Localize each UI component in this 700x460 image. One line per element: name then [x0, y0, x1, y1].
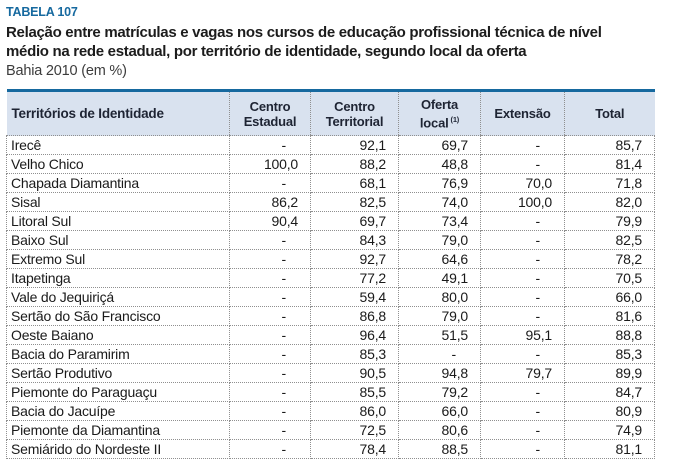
- value-cell: 51,5: [399, 326, 481, 345]
- territory-cell: Chapada Diamantina: [7, 174, 230, 193]
- col-header-total: Total: [565, 91, 655, 136]
- data-table: [6, 89, 655, 459]
- value-cell: 80,9: [565, 402, 655, 421]
- value-cell: 96,4: [311, 326, 399, 345]
- table-row: [7, 136, 655, 155]
- territory-cell: Oeste Baiano: [7, 326, 230, 345]
- value-cell: 86,0: [311, 402, 399, 421]
- value-cell: 82,5: [311, 193, 399, 212]
- value-cell: -: [481, 250, 565, 269]
- value-cell: -: [230, 288, 311, 307]
- value-cell: 80,6: [399, 421, 481, 440]
- value-cell: 85,7: [565, 136, 655, 155]
- value-cell: 88,8: [565, 326, 655, 345]
- value-cell: -: [399, 345, 481, 364]
- col-header-oferta-local-label: Oferta local: [419, 97, 459, 131]
- territory-cell: Irecê: [7, 136, 230, 155]
- value-cell: -: [230, 440, 311, 459]
- value-cell: 48,8: [399, 155, 481, 174]
- value-cell: 70,5: [565, 269, 655, 288]
- value-cell: 85,3: [311, 345, 399, 364]
- value-cell: 59,4: [311, 288, 399, 307]
- value-cell: 89,9: [565, 364, 655, 383]
- table-row: [7, 174, 655, 193]
- value-cell: -: [230, 383, 311, 402]
- value-cell: -: [481, 345, 565, 364]
- value-cell: 90,5: [311, 364, 399, 383]
- value-cell: 81,6: [565, 307, 655, 326]
- territory-cell: Piemonte da Diamantina: [7, 421, 230, 440]
- territory-cell: Semiárido do Nordeste II: [7, 440, 230, 459]
- value-cell: 94,8: [399, 364, 481, 383]
- table-row: [7, 193, 655, 212]
- value-cell: 70,0: [481, 174, 565, 193]
- value-cell: -: [481, 440, 565, 459]
- value-cell: 76,9: [399, 174, 481, 193]
- territory-cell: Piemonte do Paraguaçu: [7, 383, 230, 402]
- value-cell: -: [230, 421, 311, 440]
- value-cell: 85,5: [311, 383, 399, 402]
- col-header-extensao: Extensão: [481, 91, 565, 136]
- value-cell: 77,2: [311, 269, 399, 288]
- table-row: [7, 288, 655, 307]
- value-cell: -: [230, 174, 311, 193]
- value-cell: 86,2: [230, 193, 311, 212]
- value-cell: -: [481, 155, 565, 174]
- territory-cell: Sisal: [7, 193, 230, 212]
- territory-cell: Bacia do Jacuípe: [7, 402, 230, 421]
- value-cell: 92,1: [311, 136, 399, 155]
- value-cell: 74,0: [399, 193, 481, 212]
- territory-cell: Sertão do São Francisco: [7, 307, 230, 326]
- value-cell: 74,9: [565, 421, 655, 440]
- value-cell: 69,7: [399, 136, 481, 155]
- value-cell: 78,4: [311, 440, 399, 459]
- value-cell: -: [230, 326, 311, 345]
- col-header-territorios: Territórios de Identidade: [7, 91, 230, 136]
- value-cell: 95,1: [481, 326, 565, 345]
- table-subtitle: Bahia 2010 (em %): [6, 63, 127, 79]
- value-cell: -: [230, 136, 311, 155]
- table-row: [7, 326, 655, 345]
- table-row: [7, 269, 655, 288]
- value-cell: 78,2: [565, 250, 655, 269]
- value-cell: 72,5: [311, 421, 399, 440]
- value-cell: 100,0: [230, 155, 311, 174]
- value-cell: -: [230, 402, 311, 421]
- value-cell: -: [481, 402, 565, 421]
- value-cell: -: [481, 307, 565, 326]
- value-cell: 66,0: [565, 288, 655, 307]
- value-cell: -: [481, 383, 565, 402]
- value-cell: 79,0: [399, 307, 481, 326]
- value-cell: 85,3: [565, 345, 655, 364]
- value-cell: 49,1: [399, 269, 481, 288]
- table-title-line1: Relação entre matrículas e vagas nos cursos de educação profissional técnica de nível: [6, 24, 602, 41]
- value-cell: 68,1: [311, 174, 399, 193]
- value-cell: 69,7: [311, 212, 399, 231]
- value-cell: 79,0: [399, 231, 481, 250]
- value-cell: -: [230, 250, 311, 269]
- value-cell: 73,4: [399, 212, 481, 231]
- table-row: [7, 364, 655, 383]
- table-title: [6, 24, 700, 61]
- table-row: [7, 421, 655, 440]
- table-row: [7, 402, 655, 421]
- value-cell: 84,3: [311, 231, 399, 250]
- table-row: [7, 307, 655, 326]
- value-cell: -: [481, 136, 565, 155]
- value-cell: -: [481, 421, 565, 440]
- value-cell: 64,6: [399, 250, 481, 269]
- territory-cell: Extremo Sul: [7, 250, 230, 269]
- value-cell: 79,9: [565, 212, 655, 231]
- table-row: [7, 155, 655, 174]
- value-cell: 81,1: [565, 440, 655, 459]
- value-cell: 84,7: [565, 383, 655, 402]
- value-cell: -: [481, 288, 565, 307]
- territory-cell: Litoral Sul: [7, 212, 230, 231]
- value-cell: 79,7: [481, 364, 565, 383]
- value-cell: -: [230, 231, 311, 250]
- footnote-marker: (1): [450, 115, 460, 124]
- table-row: [7, 212, 655, 231]
- value-cell: -: [230, 364, 311, 383]
- value-cell: 79,2: [399, 383, 481, 402]
- value-cell: -: [481, 269, 565, 288]
- value-cell: -: [481, 231, 565, 250]
- value-cell: 88,5: [399, 440, 481, 459]
- table-title-line2: médio na rede estadual, por território de identidade, segundo local da oferta: [6, 42, 527, 60]
- table-row: [7, 231, 655, 250]
- value-cell: 81,4: [565, 155, 655, 174]
- value-cell: 82,0: [565, 193, 655, 212]
- col-header-centro-estadual: Centro Estadual: [230, 91, 311, 136]
- table-row: [7, 440, 655, 459]
- table-number-label: TABELA 107: [6, 5, 78, 19]
- value-cell: 92,7: [311, 250, 399, 269]
- territory-cell: Vale do Jequiriçá: [7, 288, 230, 307]
- table-row: [7, 250, 655, 269]
- territory-cell: Baixo Sul: [7, 231, 230, 250]
- value-cell: 80,0: [399, 288, 481, 307]
- territory-cell: Velho Chico: [7, 155, 230, 174]
- value-cell: -: [230, 307, 311, 326]
- territory-cell: Sertão Produtivo: [7, 364, 230, 383]
- table-header-row: [7, 91, 655, 136]
- value-cell: 71,8: [565, 174, 655, 193]
- value-cell: -: [481, 212, 565, 231]
- value-cell: 90,4: [230, 212, 311, 231]
- table-header: [7, 91, 655, 136]
- value-cell: -: [230, 269, 311, 288]
- value-cell: 100,0: [481, 193, 565, 212]
- value-cell: 88,2: [311, 155, 399, 174]
- territory-cell: Itapetinga: [7, 269, 230, 288]
- col-header-centro-territorial: Centro Territorial: [311, 91, 399, 136]
- value-cell: -: [230, 345, 311, 364]
- table-row: [7, 345, 655, 364]
- territory-cell: Bacia do Paramirim: [7, 345, 230, 364]
- col-header-oferta-local: [399, 91, 481, 136]
- value-cell: 82,5: [565, 231, 655, 250]
- value-cell: 66,0: [399, 402, 481, 421]
- table-row: [7, 383, 655, 402]
- value-cell: 86,8: [311, 307, 399, 326]
- table-body: [7, 136, 655, 459]
